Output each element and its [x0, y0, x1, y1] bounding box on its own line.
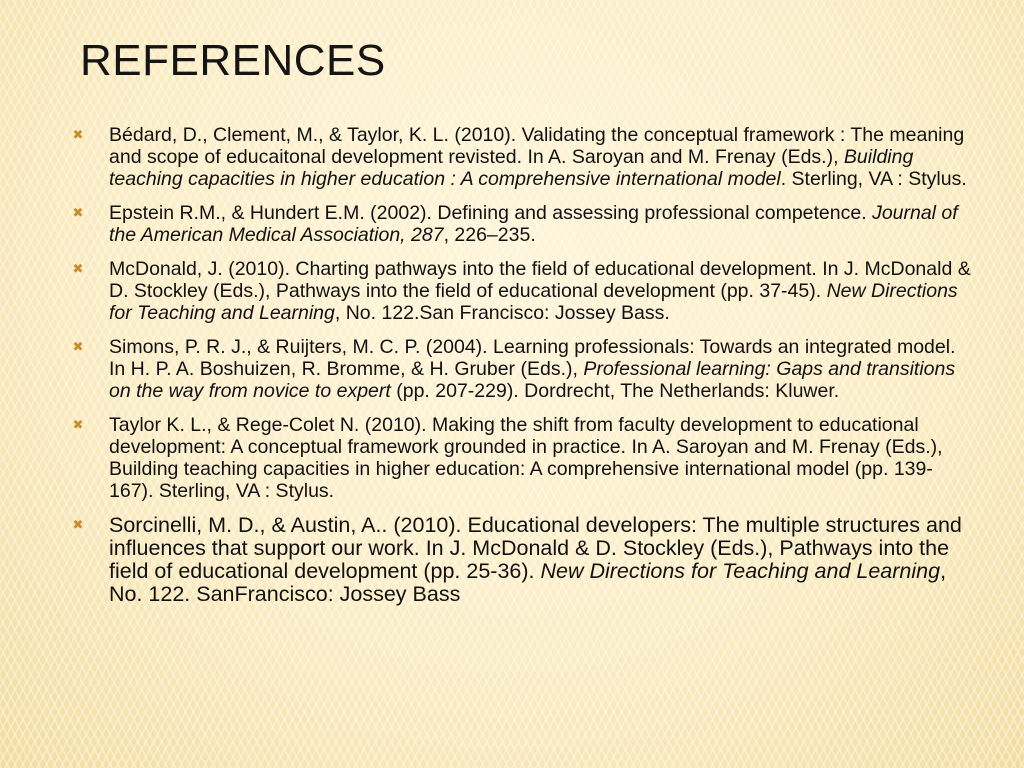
reference-item [72, 414, 972, 502]
reference-item [72, 202, 972, 246]
reference-text: McDonald, J. (2010). Charting pathways into the field of educational development. In J. McDonald & D. Stockley (Eds.), Pathways into the field of educational development (pp. 37-45). [109, 258, 971, 302]
bullet-x-icon: ✖ [72, 261, 84, 276]
reference-text-end: , No. 122.San Francisco: Jossey Bass. [334, 302, 670, 324]
reference-item [72, 258, 972, 324]
reference-text-end: . Sterling, VA : Stylus. [780, 168, 967, 190]
reference-text: Taylor K. L., & Rege-Colet N. (2010). Making the shift from faculty development to educational development: A conceptual framework grounded in practice. In A. Saroyan and M. Frenay (Eds.), Building teaching capacities in higher education: A comprehensive international model (pp. 139-167). Sterling, VA : Stylus. [109, 414, 943, 502]
reference-item [72, 124, 972, 190]
bullet-x-icon: ✖ [72, 127, 84, 142]
reference-title-italic: Building teaching capacities in higher education : A comprehensive international model [109, 146, 914, 190]
reference-text-end: , No. 122. SanFrancisco: Jossey Bass [109, 559, 947, 606]
reference-text-end: (pp. 207-229). Dordrecht, The Netherlands: Kluwer. [390, 380, 840, 402]
bullet-x-icon: ✖ [72, 517, 84, 532]
reference-text: Sorcinelli, M. D., & Austin, A.. (2010). Educational developers: The multiple structures and influences that support our work. In J. McDonald & D. Stockley (Eds.), Pathways into the field of educational development (pp. 25-36). [109, 513, 962, 583]
reference-title-italic: New Directions for Teaching and Learning [540, 559, 941, 583]
reference-text: Simons, P. R. J., & Ruijters, M. C. P. (2004). Learning professionals: Towards an integrated model. In H. P. A. Boshuizen, R. Bromme, & H. Gruber (Eds.), [109, 336, 956, 380]
reference-text: Epstein R.M., & Hundert E.M. (2002). Defining and assessing professional competence. [109, 202, 873, 224]
reference-text-end: , 226–235. [443, 224, 536, 246]
reference-title-italic: New Directions for Teaching and Learning [109, 280, 958, 324]
reference-item [72, 336, 972, 402]
reference-title-italic: Journal of the American Medical Association, 287 [109, 202, 958, 246]
bullet-x-icon: ✖ [72, 417, 84, 432]
reference-item [72, 514, 972, 606]
bullet-x-icon: ✖ [72, 205, 84, 220]
reference-text: Bédard, D., Clement, M., & Taylor, K. L. (2010). Validating the conceptual framework : The meaning and scope of educaitonal development revisted. In A. Saroyan and M. Frenay (Eds.), [109, 124, 965, 168]
reference-list [72, 124, 972, 618]
slide-title: REFERENCES [80, 36, 386, 85]
reference-title-italic: Professional learning: Gaps and transitions on the way from novice to expert [109, 358, 956, 402]
bullet-x-icon: ✖ [72, 339, 84, 354]
